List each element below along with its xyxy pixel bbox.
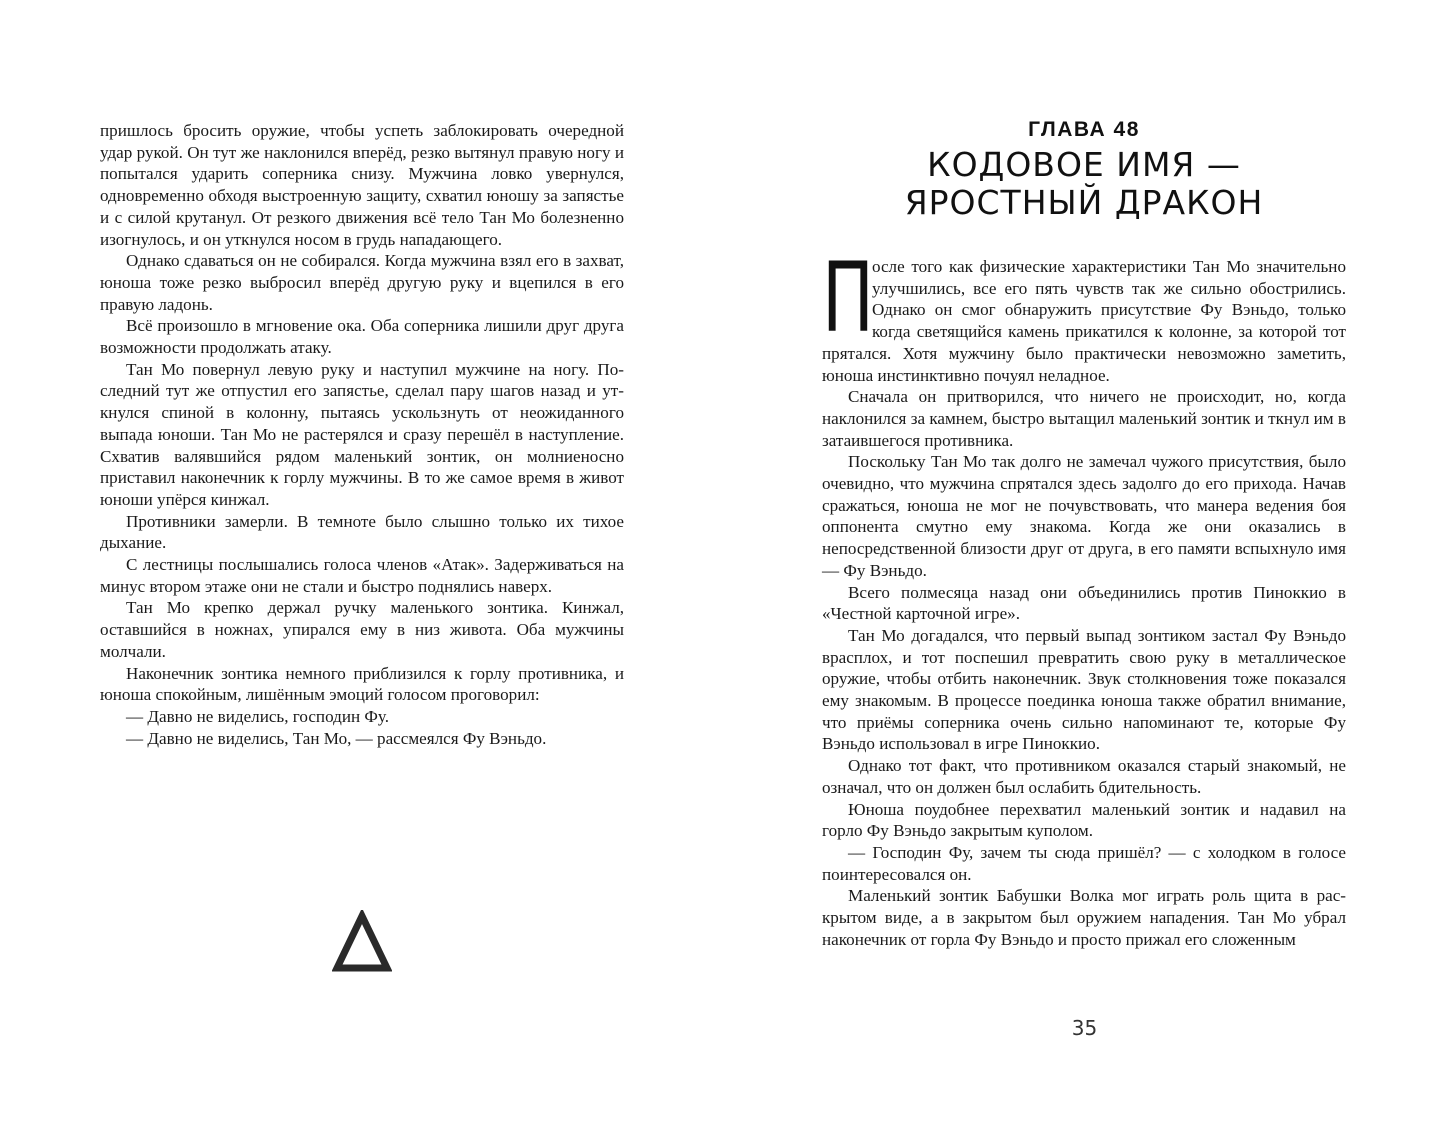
opening-paragraph [822,242,1346,386]
paragraph: пришлось бросить оружие, чтобы успеть заблокировать очередной удар рукой. Он тут же наклонился вперёд, резко вытянул правую ногу и попытался ударить соперника снизу. Мужчина ловко увернулся, одновременно обходя выстроенную защиту, схватил юношу за запястье и с силой крутанул. От резкого движения всё тело Тан Мо болезненно изогнулось, и он уткнулся носом в грудь нападающего. [100,121,624,249]
paragraph: Однако тот факт, что противником оказался старый знакомый, не означал, что он должен был ослабить бдительность. [822,756,1346,797]
paragraph: Поскольку Тан Мо так долго не замечал чужого присутствия, было очевидно, что мужчина спрятался здесь задолго до его прихода. Начав сражаться, юноша не мог не почувствовать, что манера ведения боя оппонента смутно ему знакома. Когда же они оказались в непосредственной близости друг от друга, в его памяти вспыхнуло имя — Фу Вэньдо. [822,452,1346,580]
chapter-title-line: ЯРОСТНЫЙ ДРАКОН [904,183,1264,222]
dialogue-line: — Господин Фу, зачем ты сюда пришёл? — с холодком в голосе поинтересовался он. [822,842,1346,884]
paragraph: Тан Мо догадался, что первый выпад зонтиком застал Фу Вэньдо врасплох, и тот поспешил превратить свою руку в металлическое оружие, чтобы отбить наконечник. Звук столкновения тоже показался ему знакомым. В процессе поединка юноша также обратил внимание, что приёмы соперника очень сильно напоминают те, которые Фу Вэньдо использовал в игре Пиноккио. [822,625,1346,754]
paragraph: Тан Мо крепко держал ручку маленького зонтика. Кинжал, оставшийся в ножнах, упирался ему в низ живота. Оба мужчины молчали. [100,598,624,661]
chapter-label: ГЛАВА 48 [1028,118,1140,141]
page-number [722,1016,1445,1040]
paragraph: Маленький зонтик Бабушки Волка мог играть роль щита в раскрытом виде, а в закрытом был оружием нападения. Тан Мо убрал наконечник от горла Фу Вэньдо и просто прижал его сложенным [822,886,1346,949]
chapter-title [822,146,1346,222]
drop-cap: П [822,242,874,354]
page-number-text: 35 [1071,1016,1098,1040]
left-page [0,0,722,1121]
chapter-title-line: КОДОВОЕ ИМЯ — [927,145,1241,184]
paragraph: Однако сдаваться он не собирался. Когда мужчина взял его в захват, юноша тоже резко выбросил вперёд другую руку и вцепился в его правую ладонь. [100,251,624,314]
paragraph: С лестницы послышались голоса членов «Атак». Задерживаться на минус втором этаже они не стали и быстро поднялись наверх. [100,555,624,596]
paragraph: Тан Мо повернул левую руку и наступил мужчине на ногу. Последний тут же отпустил его запястье, сделал пару шагов назад и уткнулся спиной в колонну, пытаясь ускользнуть от неожиданного выпада юноши. Тан Мо не растерялся и сразу перешёл в наступление. Схватив валявшийся рядом маленький зонтик, он молниеносно приставил наконечник к горлу мужчины. В то же самое время в живот юноши упёрся кинжал. [100,359,624,509]
right-page [722,0,1445,1121]
paragraph: Всё произошло в мгновение ока. Оба соперника лишили друг друга возможности продолжать атаку. [100,316,624,358]
triangle-logo-icon [332,910,392,972]
dialogue-line: — Давно не виделись, господин Фу. [126,706,389,726]
paragraph: Сначала он притворился, что ничего не происходит, но, когда наклонился за камнем, быстро вытащил маленький зонтик и ткнул им в затаившегося противника. [822,387,1346,450]
right-text-column [822,242,1346,951]
left-text-column [100,120,624,749]
paragraph: Всего полмесяца назад они объединились против Пиноккио в «Честной карточной игре». [822,582,1346,624]
opening-paragraph-text: осле того как физические характеристики Тан Мо значительно улучшились, все его пять чувств так же сильно обострились. Однако он смог обнаружить присутствие Фу Вэньдо, только когда светящийся камень прикатился к колонне, за которой тот прятался. Хотя мужчину было практически невозможно заметить, юноша инстинктивно почуял неладное. [822,257,1346,385]
dialogue-line: — Давно не виделись, Тан Мо, — рассмеялся Фу Вэньдо. [126,728,547,748]
paragraph: Наконечник зонтика немного приблизился к горлу противника, и юноша спокойным, лишённым эмоций голосом проговорил: [100,663,624,705]
paragraph: Противники замерли. В темноте было слышно только их тихое дыхание. [100,511,624,553]
chapter-heading [822,118,1346,222]
paragraph: Юноша поудобнее перехватил маленький зонтик и надавил на горло Фу Вэньдо закрытым куполом. [822,799,1346,841]
